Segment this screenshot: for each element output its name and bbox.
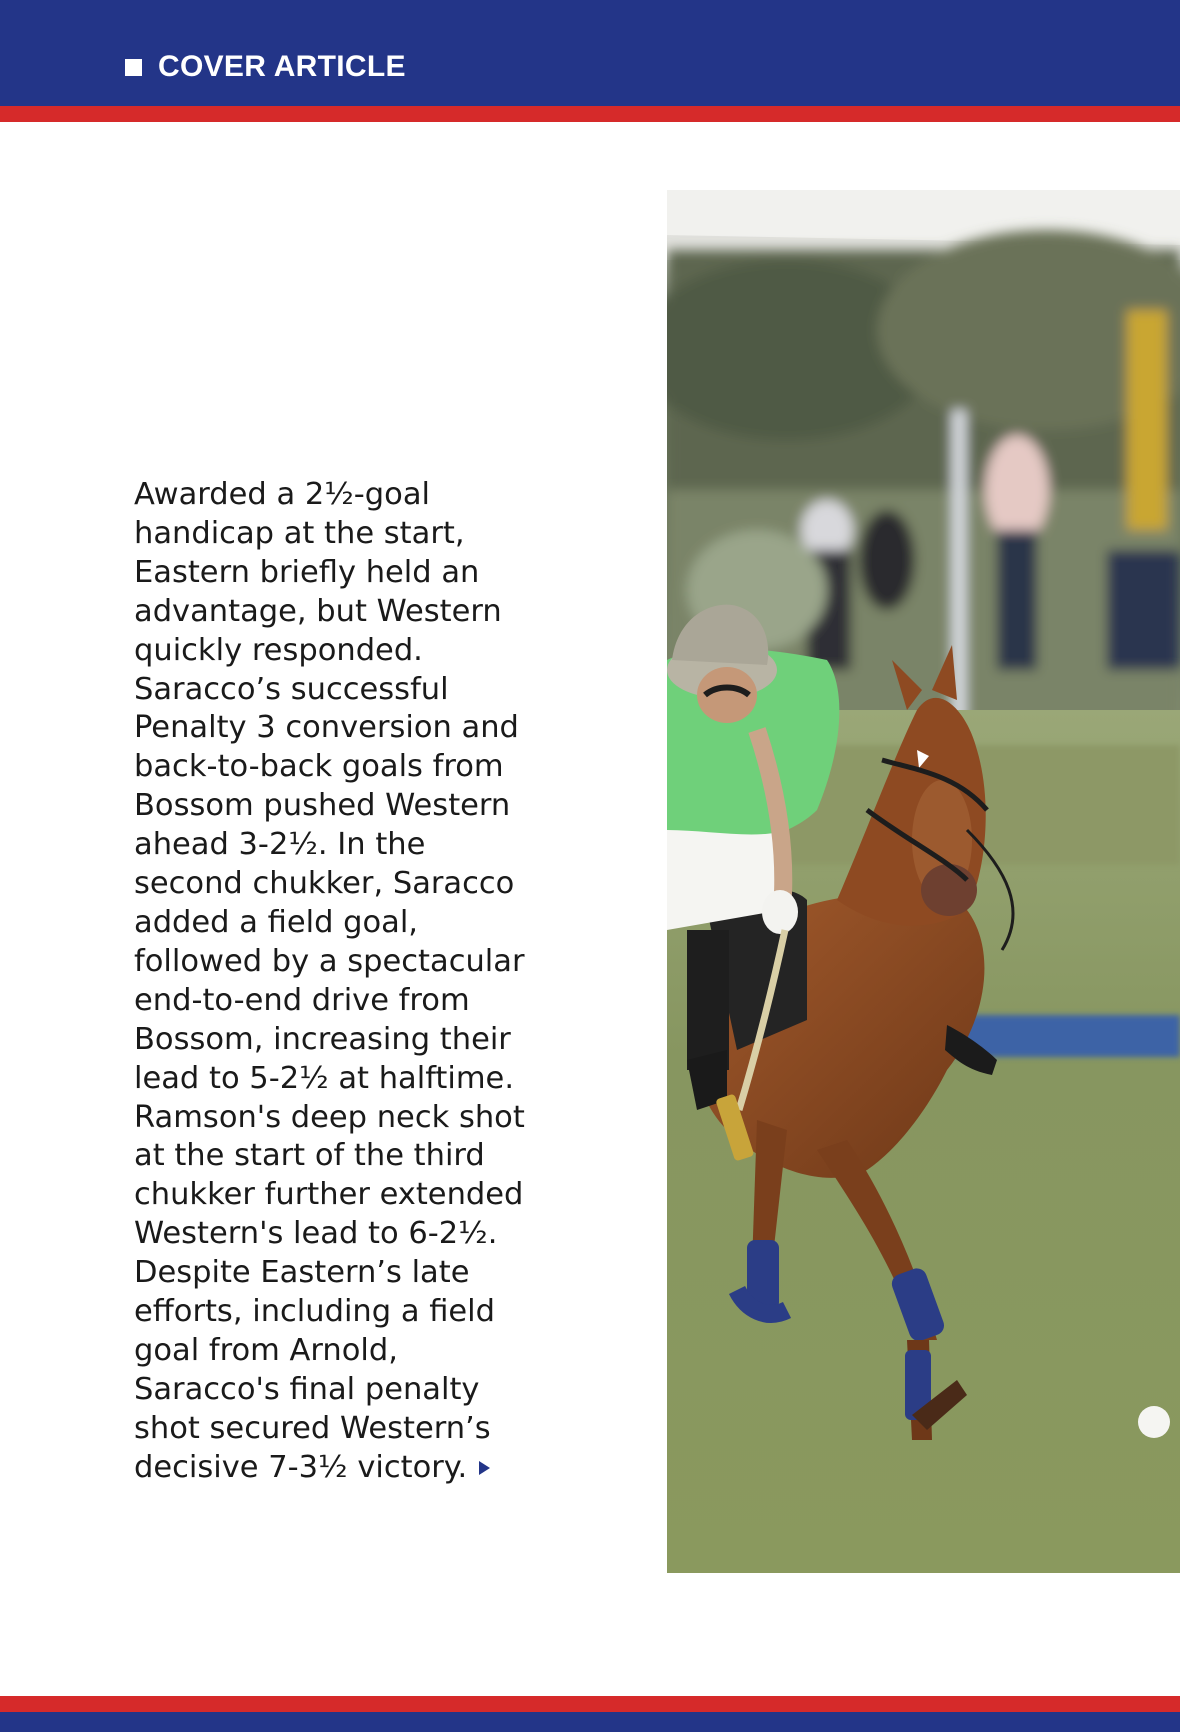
footer-red-stripe: [0, 1696, 1180, 1712]
section-label: [125, 50, 406, 84]
header-red-stripe: [0, 106, 1180, 122]
section-label-text: COVER ARTICLE: [158, 50, 406, 83]
footer-blue-bar: [0, 1712, 1180, 1732]
polo-photo-illustration: [667, 190, 1180, 1573]
square-icon: [125, 59, 142, 76]
article-body: [134, 476, 534, 1488]
triangle-right-icon: [479, 1461, 490, 1475]
polo-photo: [667, 190, 1180, 1573]
article-paragraph: Awarded a 2½-goal handicap at the start, Eastern briefly held an advantage, but Western quickly responded. Saracco’s successful Penalty 3 conversion and back-to-back goals from Bossom pushed Western ahead 3-2½. In the second chukker, Saracco added a field goal, followed by a spectacular end-to-end drive from Bossom, increasing their lead to 5-2½ at halftime. Ramson's deep neck shot at the start of the third chukker further extended Western's lead to 6-2½. Despite Eastern’s late efforts, including a field goal from Arnold, Saracco's final penalty shot secured Western’s decisive 7-3½ victory.: [134, 477, 525, 1485]
